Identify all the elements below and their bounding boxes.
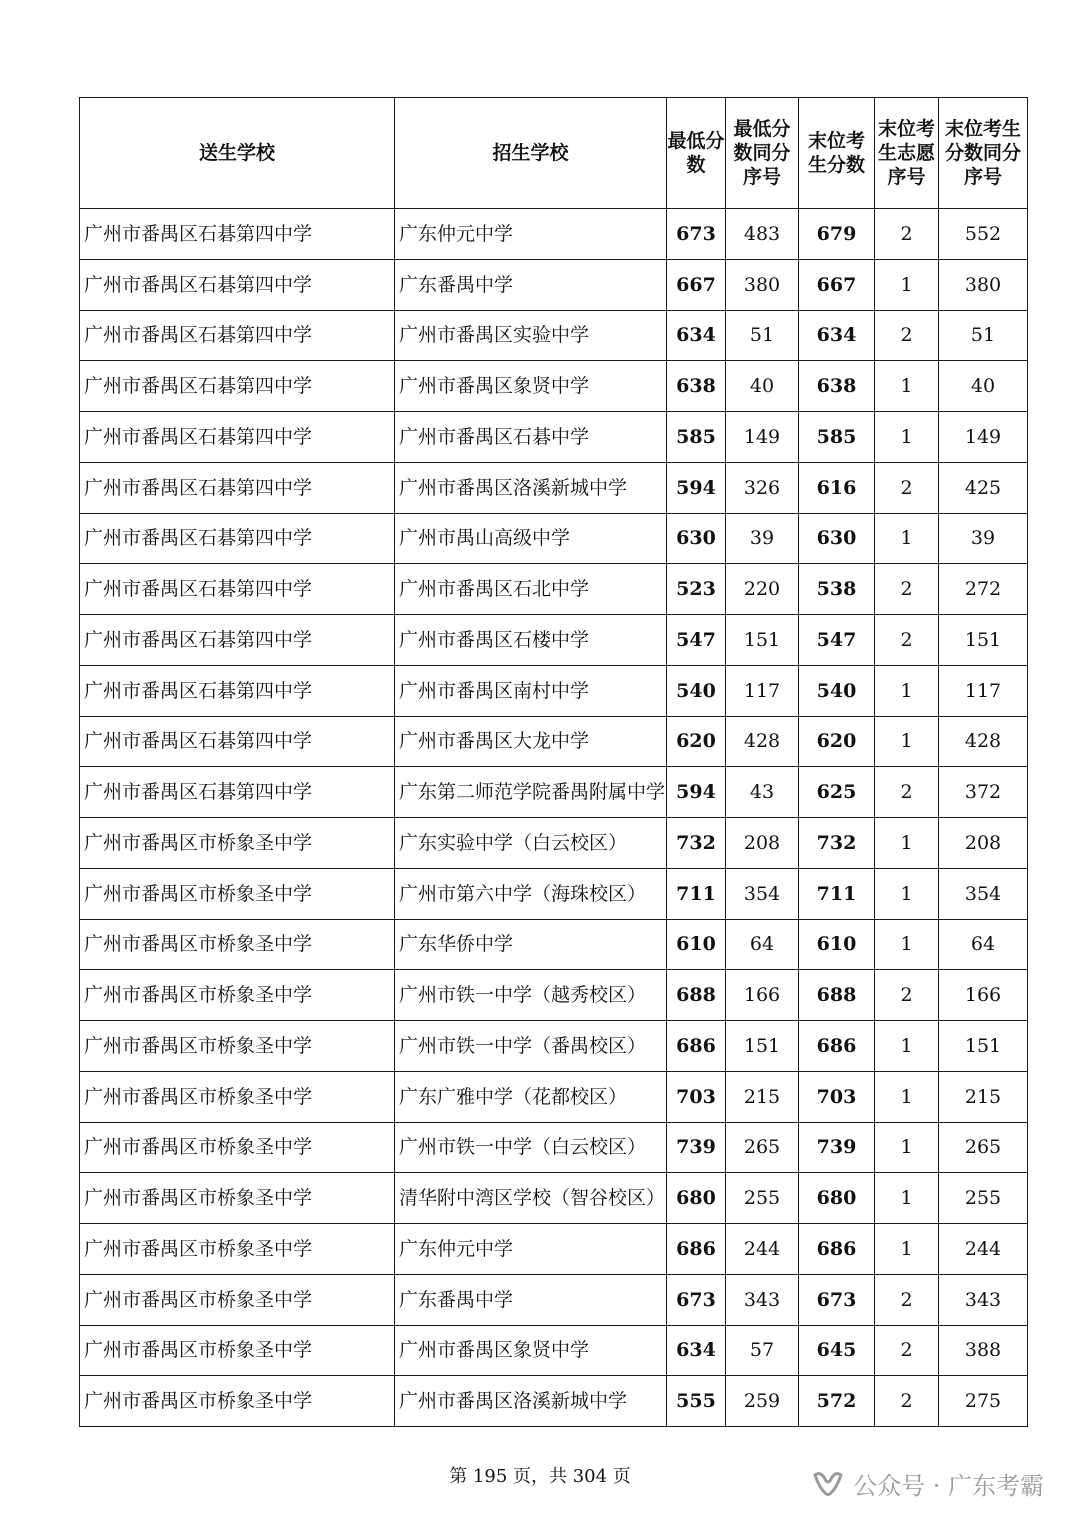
admitting-school-cell: 广东仲元中学	[395, 209, 667, 260]
sending-school-cell: 广州市番禺区市桥象圣中学	[80, 818, 395, 869]
admitting-school-cell: 清华附中湾区学校（智谷校区）	[395, 1173, 667, 1224]
choice-number-cell: 1	[875, 412, 939, 463]
last-tie-rank-cell: 552	[939, 209, 1028, 260]
table-row	[80, 818, 1028, 869]
choice-number-cell: 1	[875, 919, 939, 970]
last-score-cell: 711	[799, 868, 875, 919]
min-score-cell: 585	[667, 412, 726, 463]
choice-number-cell: 2	[875, 1325, 939, 1376]
min-score-tie-rank-cell: 40	[726, 361, 799, 412]
admitting-school-cell: 广东仲元中学	[395, 1224, 667, 1275]
min-score-cell: 686	[667, 1021, 726, 1072]
admitting-school-cell: 广东番禺中学	[395, 259, 667, 310]
min-score-tie-rank-cell: 265	[726, 1122, 799, 1173]
table-row	[80, 1021, 1028, 1072]
admitting-school-cell: 广州市铁一中学（番禺校区）	[395, 1021, 667, 1072]
choice-number-cell: 1	[875, 1224, 939, 1275]
table-row	[80, 1122, 1028, 1173]
last-tie-rank-cell: 51	[939, 310, 1028, 361]
min-score-tie-rank-cell: 220	[726, 564, 799, 615]
min-score-cell: 673	[667, 1274, 726, 1325]
min-score-cell: 634	[667, 1325, 726, 1376]
admitting-school-cell: 广州市番禺区南村中学	[395, 665, 667, 716]
sending-school-cell: 广州市番禺区石碁第四中学	[80, 361, 395, 412]
last-score-cell: 625	[799, 767, 875, 818]
last-score-cell: 703	[799, 1071, 875, 1122]
admitting-school-cell: 广州市番禺区象贤中学	[395, 361, 667, 412]
min-score-tie-rank-cell: 326	[726, 462, 799, 513]
min-score-tie-rank-cell: 255	[726, 1173, 799, 1224]
last-score-cell: 540	[799, 665, 875, 716]
table-row	[80, 767, 1028, 818]
table-row	[80, 1071, 1028, 1122]
table-row	[80, 919, 1028, 970]
table-row	[80, 716, 1028, 767]
last-score-cell: 680	[799, 1173, 875, 1224]
min-score-tie-rank-cell: 380	[726, 259, 799, 310]
table-row	[80, 412, 1028, 463]
table-row	[80, 259, 1028, 310]
min-score-cell: 680	[667, 1173, 726, 1224]
header-admitting-school: 招生学校	[395, 98, 667, 209]
min-score-tie-rank-cell: 149	[726, 412, 799, 463]
sending-school-cell: 广州市番禺区市桥象圣中学	[80, 919, 395, 970]
table-row	[80, 970, 1028, 1021]
last-tie-rank-cell: 39	[939, 513, 1028, 564]
choice-number-cell: 1	[875, 1021, 939, 1072]
last-tie-rank-cell: 354	[939, 868, 1028, 919]
min-score-cell: 688	[667, 970, 726, 1021]
min-score-tie-rank-cell: 51	[726, 310, 799, 361]
sending-school-cell: 广州市番禺区石碁第四中学	[80, 412, 395, 463]
last-tie-rank-cell: 149	[939, 412, 1028, 463]
sending-school-cell: 广州市番禺区石碁第四中学	[80, 564, 395, 615]
admitting-school-cell: 广州市禺山高级中学	[395, 513, 667, 564]
header-min-score-tie-rank: 最低分数同分序号	[726, 98, 799, 209]
wechat-channel-icon	[811, 1469, 845, 1499]
last-score-cell: 572	[799, 1376, 875, 1427]
sending-school-cell: 广州市番禺区石碁第四中学	[80, 310, 395, 361]
admitting-school-cell: 广州市铁一中学（白云校区）	[395, 1122, 667, 1173]
last-tie-rank-cell: 244	[939, 1224, 1028, 1275]
sending-school-cell: 广州市番禺区石碁第四中学	[80, 767, 395, 818]
min-score-tie-rank-cell: 215	[726, 1071, 799, 1122]
admission-score-table	[79, 97, 1028, 1427]
min-score-tie-rank-cell: 208	[726, 818, 799, 869]
min-score-cell: 547	[667, 615, 726, 666]
choice-number-cell: 2	[875, 970, 939, 1021]
sending-school-cell: 广州市番禺区石碁第四中学	[80, 665, 395, 716]
last-tie-rank-cell: 275	[939, 1376, 1028, 1427]
sending-school-cell: 广州市番禺区市桥象圣中学	[80, 1325, 395, 1376]
last-tie-rank-cell: 40	[939, 361, 1028, 412]
admitting-school-cell: 广东实验中学（白云校区）	[395, 818, 667, 869]
last-tie-rank-cell: 255	[939, 1173, 1028, 1224]
min-score-tie-rank-cell: 166	[726, 970, 799, 1021]
header-min-score: 最低分数	[667, 98, 726, 209]
header-sending-school: 送生学校	[80, 98, 395, 209]
last-score-cell: 732	[799, 818, 875, 869]
choice-number-cell: 2	[875, 1376, 939, 1427]
sending-school-cell: 广州市番禺区市桥象圣中学	[80, 1021, 395, 1072]
watermark-text: 公众号 · 广东考霸	[853, 1472, 1044, 1500]
choice-number-cell: 1	[875, 868, 939, 919]
last-tie-rank-cell: 151	[939, 615, 1028, 666]
min-score-cell: 540	[667, 665, 726, 716]
last-score-cell: 686	[799, 1021, 875, 1072]
min-score-tie-rank-cell: 39	[726, 513, 799, 564]
choice-number-cell: 1	[875, 818, 939, 869]
table-row	[80, 361, 1028, 412]
min-score-cell: 594	[667, 462, 726, 513]
admitting-school-cell: 广州市第六中学（海珠校区）	[395, 868, 667, 919]
last-score-cell: 585	[799, 412, 875, 463]
last-tie-rank-cell: 166	[939, 970, 1028, 1021]
admitting-school-cell: 广州市番禺区石北中学	[395, 564, 667, 615]
last-tie-rank-cell: 372	[939, 767, 1028, 818]
last-score-cell: 620	[799, 716, 875, 767]
last-score-cell: 645	[799, 1325, 875, 1376]
last-tie-rank-cell: 428	[939, 716, 1028, 767]
choice-number-cell: 1	[875, 361, 939, 412]
last-score-cell: 688	[799, 970, 875, 1021]
min-score-cell: 686	[667, 1224, 726, 1275]
last-score-cell: 679	[799, 209, 875, 260]
admitting-school-cell: 广东广雅中学（花都校区）	[395, 1071, 667, 1122]
table-header-row	[80, 98, 1028, 209]
table-row	[80, 868, 1028, 919]
min-score-tie-rank-cell: 43	[726, 767, 799, 818]
table-row	[80, 1173, 1028, 1224]
choice-number-cell: 2	[875, 767, 939, 818]
last-tie-rank-cell: 380	[939, 259, 1028, 310]
min-score-cell: 523	[667, 564, 726, 615]
table-row	[80, 209, 1028, 260]
last-tie-rank-cell: 425	[939, 462, 1028, 513]
min-score-tie-rank-cell: 483	[726, 209, 799, 260]
choice-number-cell: 2	[875, 209, 939, 260]
min-score-cell: 594	[667, 767, 726, 818]
sending-school-cell: 广州市番禺区石碁第四中学	[80, 209, 395, 260]
min-score-cell: 673	[667, 209, 726, 260]
last-score-cell: 634	[799, 310, 875, 361]
last-tie-rank-cell: 265	[939, 1122, 1028, 1173]
min-score-cell: 634	[667, 310, 726, 361]
last-tie-rank-cell: 208	[939, 818, 1028, 869]
last-score-cell: 739	[799, 1122, 875, 1173]
min-score-cell: 739	[667, 1122, 726, 1173]
last-tie-rank-cell: 64	[939, 919, 1028, 970]
last-score-cell: 667	[799, 259, 875, 310]
min-score-cell: 620	[667, 716, 726, 767]
last-score-cell: 630	[799, 513, 875, 564]
sending-school-cell: 广州市番禺区市桥象圣中学	[80, 868, 395, 919]
header-last-student-choice: 末位考生志愿序号	[875, 98, 939, 209]
min-score-tie-rank-cell: 57	[726, 1325, 799, 1376]
last-tie-rank-cell: 388	[939, 1325, 1028, 1376]
min-score-tie-rank-cell: 117	[726, 665, 799, 716]
choice-number-cell: 2	[875, 462, 939, 513]
choice-number-cell: 2	[875, 615, 939, 666]
header-last-student-tie-rank: 末位考生分数同分序号	[939, 98, 1028, 209]
last-score-cell: 686	[799, 1224, 875, 1275]
sending-school-cell: 广州市番禺区石碁第四中学	[80, 259, 395, 310]
min-score-cell: 667	[667, 259, 726, 310]
choice-number-cell: 1	[875, 1122, 939, 1173]
table-row	[80, 1224, 1028, 1275]
choice-number-cell: 1	[875, 1173, 939, 1224]
choice-number-cell: 1	[875, 259, 939, 310]
min-score-tie-rank-cell: 244	[726, 1224, 799, 1275]
sending-school-cell: 广州市番禺区市桥象圣中学	[80, 1274, 395, 1325]
table-row	[80, 1376, 1028, 1427]
min-score-cell: 638	[667, 361, 726, 412]
last-score-cell: 547	[799, 615, 875, 666]
table-row	[80, 1325, 1028, 1376]
min-score-tie-rank-cell: 64	[726, 919, 799, 970]
admitting-school-cell: 广州市番禺区石楼中学	[395, 615, 667, 666]
last-tie-rank-cell: 272	[939, 564, 1028, 615]
min-score-tie-rank-cell: 354	[726, 868, 799, 919]
table-row	[80, 310, 1028, 361]
min-score-cell: 610	[667, 919, 726, 970]
table-row	[80, 665, 1028, 716]
admitting-school-cell: 广东第二师范学院番禺附属中学	[395, 767, 667, 818]
min-score-tie-rank-cell: 151	[726, 1021, 799, 1072]
choice-number-cell: 1	[875, 513, 939, 564]
choice-number-cell: 2	[875, 1274, 939, 1325]
choice-number-cell: 2	[875, 310, 939, 361]
table-row	[80, 462, 1028, 513]
sending-school-cell: 广州市番禺区石碁第四中学	[80, 462, 395, 513]
admitting-school-cell: 广东华侨中学	[395, 919, 667, 970]
sending-school-cell: 广州市番禺区市桥象圣中学	[80, 1071, 395, 1122]
last-score-cell: 616	[799, 462, 875, 513]
sending-school-cell: 广州市番禺区市桥象圣中学	[80, 1173, 395, 1224]
table-row	[80, 1274, 1028, 1325]
min-score-cell: 711	[667, 868, 726, 919]
choice-number-cell: 1	[875, 1071, 939, 1122]
admitting-school-cell: 广州市番禺区实验中学	[395, 310, 667, 361]
admitting-school-cell: 广州市番禺区石碁中学	[395, 412, 667, 463]
choice-number-cell: 1	[875, 665, 939, 716]
admitting-school-cell: 广州市番禺区大龙中学	[395, 716, 667, 767]
watermark	[811, 1466, 1044, 1501]
sending-school-cell: 广州市番禺区市桥象圣中学	[80, 1122, 395, 1173]
sending-school-cell: 广州市番禺区市桥象圣中学	[80, 970, 395, 1021]
admitting-school-cell: 广州市番禺区洛溪新城中学	[395, 1376, 667, 1427]
last-tie-rank-cell: 151	[939, 1021, 1028, 1072]
last-score-cell: 610	[799, 919, 875, 970]
last-tie-rank-cell: 117	[939, 665, 1028, 716]
min-score-cell: 555	[667, 1376, 726, 1427]
sending-school-cell: 广州市番禺区石碁第四中学	[80, 615, 395, 666]
min-score-tie-rank-cell: 343	[726, 1274, 799, 1325]
admitting-school-cell: 广东番禺中学	[395, 1274, 667, 1325]
min-score-tie-rank-cell: 259	[726, 1376, 799, 1427]
last-tie-rank-cell: 215	[939, 1071, 1028, 1122]
table-row	[80, 513, 1028, 564]
sending-school-cell: 广州市番禺区石碁第四中学	[80, 716, 395, 767]
min-score-tie-rank-cell: 151	[726, 615, 799, 666]
table-row	[80, 564, 1028, 615]
sending-school-cell: 广州市番禺区石碁第四中学	[80, 513, 395, 564]
min-score-tie-rank-cell: 428	[726, 716, 799, 767]
header-last-student-score: 末位考生分数	[799, 98, 875, 209]
admitting-school-cell: 广州市铁一中学（越秀校区）	[395, 970, 667, 1021]
table-row	[80, 615, 1028, 666]
page-number: 第 195 页，共 304 页	[449, 1466, 631, 1487]
last-score-cell: 673	[799, 1274, 875, 1325]
min-score-cell: 703	[667, 1071, 726, 1122]
choice-number-cell: 1	[875, 716, 939, 767]
admitting-school-cell: 广州市番禺区象贤中学	[395, 1325, 667, 1376]
sending-school-cell: 广州市番禺区市桥象圣中学	[80, 1376, 395, 1427]
last-score-cell: 638	[799, 361, 875, 412]
min-score-cell: 630	[667, 513, 726, 564]
min-score-cell: 732	[667, 818, 726, 869]
last-tie-rank-cell: 343	[939, 1274, 1028, 1325]
sending-school-cell: 广州市番禺区市桥象圣中学	[80, 1224, 395, 1275]
admitting-school-cell: 广州市番禺区洛溪新城中学	[395, 462, 667, 513]
choice-number-cell: 2	[875, 564, 939, 615]
last-score-cell: 538	[799, 564, 875, 615]
